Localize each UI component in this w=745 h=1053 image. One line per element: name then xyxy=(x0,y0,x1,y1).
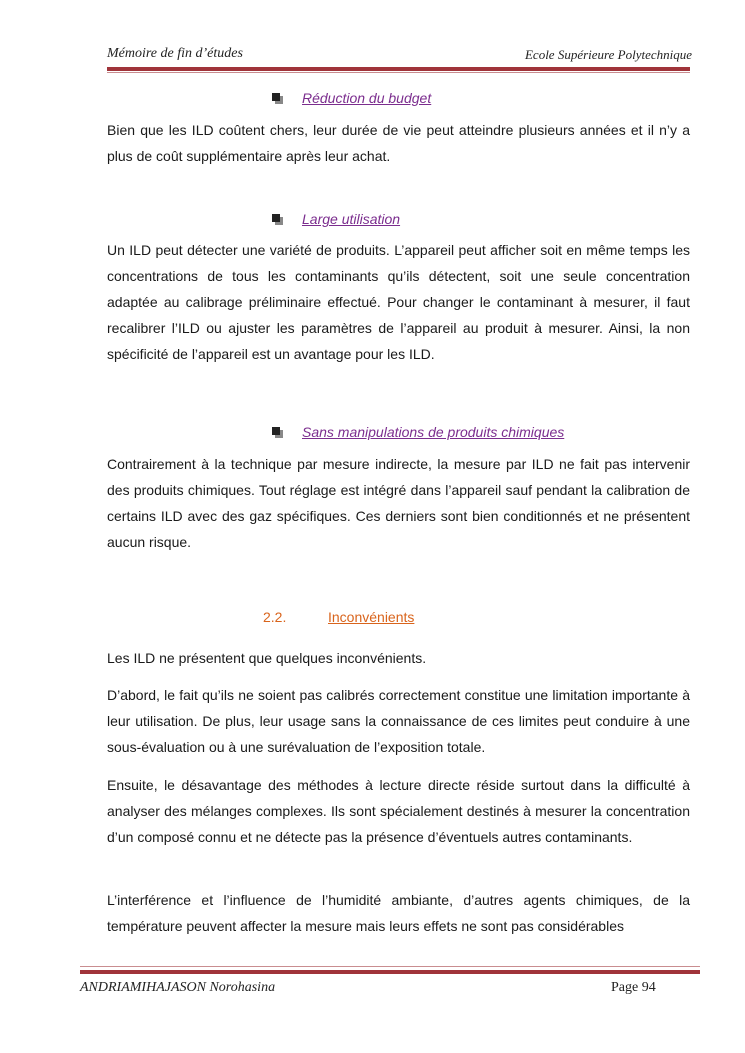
paragraph-chemicals: Contrairement à la technique par mesure indirecte, la mesure par ILD ne fait pas intervenir des produits chimiques. Tout réglage est intégré dans l’appareil sauf pendant la calibration de certains ILD avec des gaz spécifiques. Ces derniers sont bien conditionnés et ne présentent aucun risque. xyxy=(107,456,690,550)
header-title-left: Mémoire de fin d’études xyxy=(107,46,243,61)
bullet-label: Réduction du budget xyxy=(302,90,432,106)
footer-rule xyxy=(80,970,700,974)
paragraph-budget: Bien que les ILD coûtent chers, leur durée de vie peut atteindre plusieurs années et il n’y a plus de coût supplémentaire après leur achat. xyxy=(107,122,690,164)
header-rule-thin xyxy=(107,72,690,73)
section-title: Inconvénients xyxy=(328,609,415,625)
paragraph-intro-inconvenients: Les ILD ne présentent que quelques inconvénients. xyxy=(107,650,427,666)
bullet-label: Large utilisation xyxy=(302,211,401,227)
bullet-square-icon xyxy=(272,427,283,438)
paragraph-mixtures: Ensuite, le désavantage des méthodes à lecture directe réside surtout dans la difficulté à analyser des mélanges complexes. Ils sont spécialement destinés à mesurer la concentration d’un composé connu et ne détecte pas la présence d’éventuels autres contaminants. xyxy=(107,777,690,845)
footer-rule-thin xyxy=(80,966,700,967)
footer-author: ANDRIAMIHAJASON Norohasina xyxy=(80,980,276,995)
paragraph-utilisation: Un ILD peut détecter une variété de produits. L’appareil peut afficher soit en même temps les concentrations de tous les contaminants qu’ils détectent, soit une seule concentration adaptée au calibrage préliminaire effectué. Pour changer le contaminant à mesurer, il faut recalibrer l’ILD ou ajuster les paramètres de l’appareil au produit à mesurer. Ainsi, la non spécificité de l’appareil est un avantage pour les ILD. xyxy=(107,242,690,362)
paragraph-calibration: D’abord, le fait qu’ils ne soient pas calibrés correctement constitue une limitation importante à leur utilisation. De plus, leur usage sans la connaissance de ces limites peut conduire à une sous-évaluation ou à une surévaluation de l’exposition totale. xyxy=(107,687,690,755)
bullet-square-icon xyxy=(272,214,283,225)
paragraph-interference: L’interférence et l’influence de l’humidité ambiante, d’autres agents chimiques, de la température peuvent affecter la mesure mais leurs effets ne sont pas considérables xyxy=(107,892,690,934)
header-rule xyxy=(107,67,690,71)
section-number: 2.2. xyxy=(263,609,287,625)
header-title-right: Ecole Supérieure Polytechnique xyxy=(524,47,692,62)
bullet-square-icon xyxy=(272,93,283,104)
bullet-label: Sans manipulations de produits chimiques xyxy=(302,424,565,440)
footer-page-number: Page 94 xyxy=(611,980,656,995)
